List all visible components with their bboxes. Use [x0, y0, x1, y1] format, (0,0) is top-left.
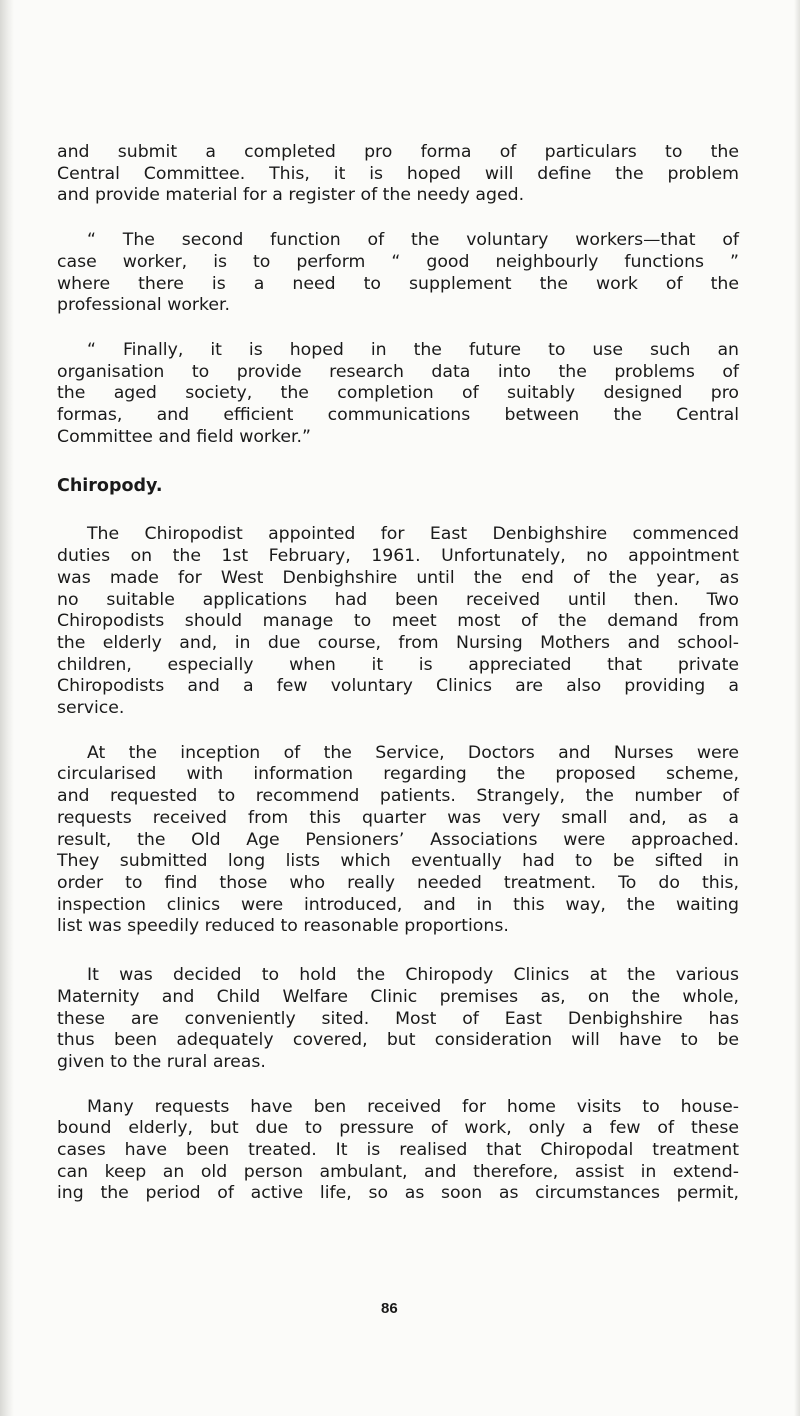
text-line: requests received from this quarter was very small and, as a [57, 807, 739, 828]
body-text [57, 142, 739, 1205]
text-line: circularised with information regarding the proposed scheme, [57, 764, 739, 785]
text-line: order to find those who really needed treatment. To do this, [57, 872, 739, 893]
text-line: case worker, is to perform “ good neighbourly functions ” [57, 251, 739, 272]
text-line: The Chiropodist appointed for East Denbighshire commenced [87, 524, 739, 545]
text-line: duties on the 1st February, 1961. Unfortunately, no appointment [57, 546, 739, 567]
text-line: They submitted long lists which eventually had to be sifted in [57, 851, 739, 872]
text-line: Committee and field worker.” [57, 426, 312, 447]
text-line: inspection clinics were introduced, and in this way, the waiting [57, 894, 739, 915]
text-line: where there is a need to supplement the work of the [57, 273, 739, 294]
text-line: “ Finally, it is hoped in the future to use such an [87, 339, 739, 360]
page-gutter-shadow [0, 0, 14, 1416]
text-line: list was speedily reduced to reasonable proportions. [57, 916, 509, 937]
text-line: children, especially when it is appreciated that private [57, 654, 739, 675]
text-line: the elderly and, in due course, from Nursing Mothers and school- [57, 632, 739, 653]
text-line: bound elderly, but due to pressure of work, only a few of these [57, 1118, 739, 1139]
text-line: cases have been treated. It is realised that Chiropodal treatment [57, 1140, 739, 1161]
text-line: the aged society, the completion of suitably designed pro [57, 383, 739, 404]
paragraph-home-visits [57, 1097, 739, 1206]
text-line: formas, and efficient communications between the Central [57, 405, 739, 426]
page-number: 86 [381, 1300, 398, 1317]
text-line: It was decided to hold the Chiropody Clinics at the various [87, 965, 739, 986]
paragraph-inception [57, 743, 739, 938]
text-line: thus been adequately covered, but consideration will have to be [57, 1030, 739, 1051]
paragraph-clinics [57, 965, 739, 1074]
text-line: organisation to provide research data into the problems of [57, 361, 739, 382]
text-line: no suitable applications had been received until then. Two [57, 589, 739, 610]
paragraph-chiropodist-appointed [57, 524, 739, 719]
text-line: result, the Old Age Pensioners’ Associations were approached. [57, 829, 739, 850]
page-right-edge [794, 0, 800, 1416]
text-line: At the inception of the Service, Doctors and Nurses were [87, 742, 739, 763]
text-line: Many requests have ben received for home visits to house- [87, 1096, 739, 1117]
text-line: Central Committee. This, it is hoped will define the problem [57, 163, 739, 184]
text-line: can keep an old person ambulant, and therefore, assist in extend- [57, 1161, 739, 1182]
text-line: Chiropodists and a few voluntary Clinics are also providing a [57, 676, 739, 697]
text-line: Chiropodists should manage to meet most of the demand from [57, 611, 739, 632]
text-line: “ The second function of the voluntary workers—that of [87, 230, 739, 251]
text-line: given to the rural areas. [57, 1051, 266, 1072]
paragraph-continuation [57, 142, 739, 207]
text-line: Maternity and Child Welfare Clinic premises as, on the whole, [57, 986, 739, 1007]
text-line: and requested to recommend patients. Strangely, the number of [57, 786, 739, 807]
paragraph-second-function [57, 230, 739, 317]
text-line: service. [57, 698, 125, 719]
text-line: and submit a completed pro forma of particulars to the [57, 142, 739, 162]
text-line: ing the period of active life, so as soon as circumstances permit, [57, 1183, 739, 1204]
section-heading-chiropody: Chiropody. [57, 476, 163, 497]
text-line: and provide material for a register of the needy aged. [57, 185, 525, 206]
paragraph-finally [57, 340, 739, 449]
text-line: professional worker. [57, 295, 231, 316]
text-line: these are conveniently sited. Most of East Denbighshire has [57, 1008, 739, 1029]
text-line: was made for West Denbighshire until the end of the year, as [57, 567, 739, 588]
